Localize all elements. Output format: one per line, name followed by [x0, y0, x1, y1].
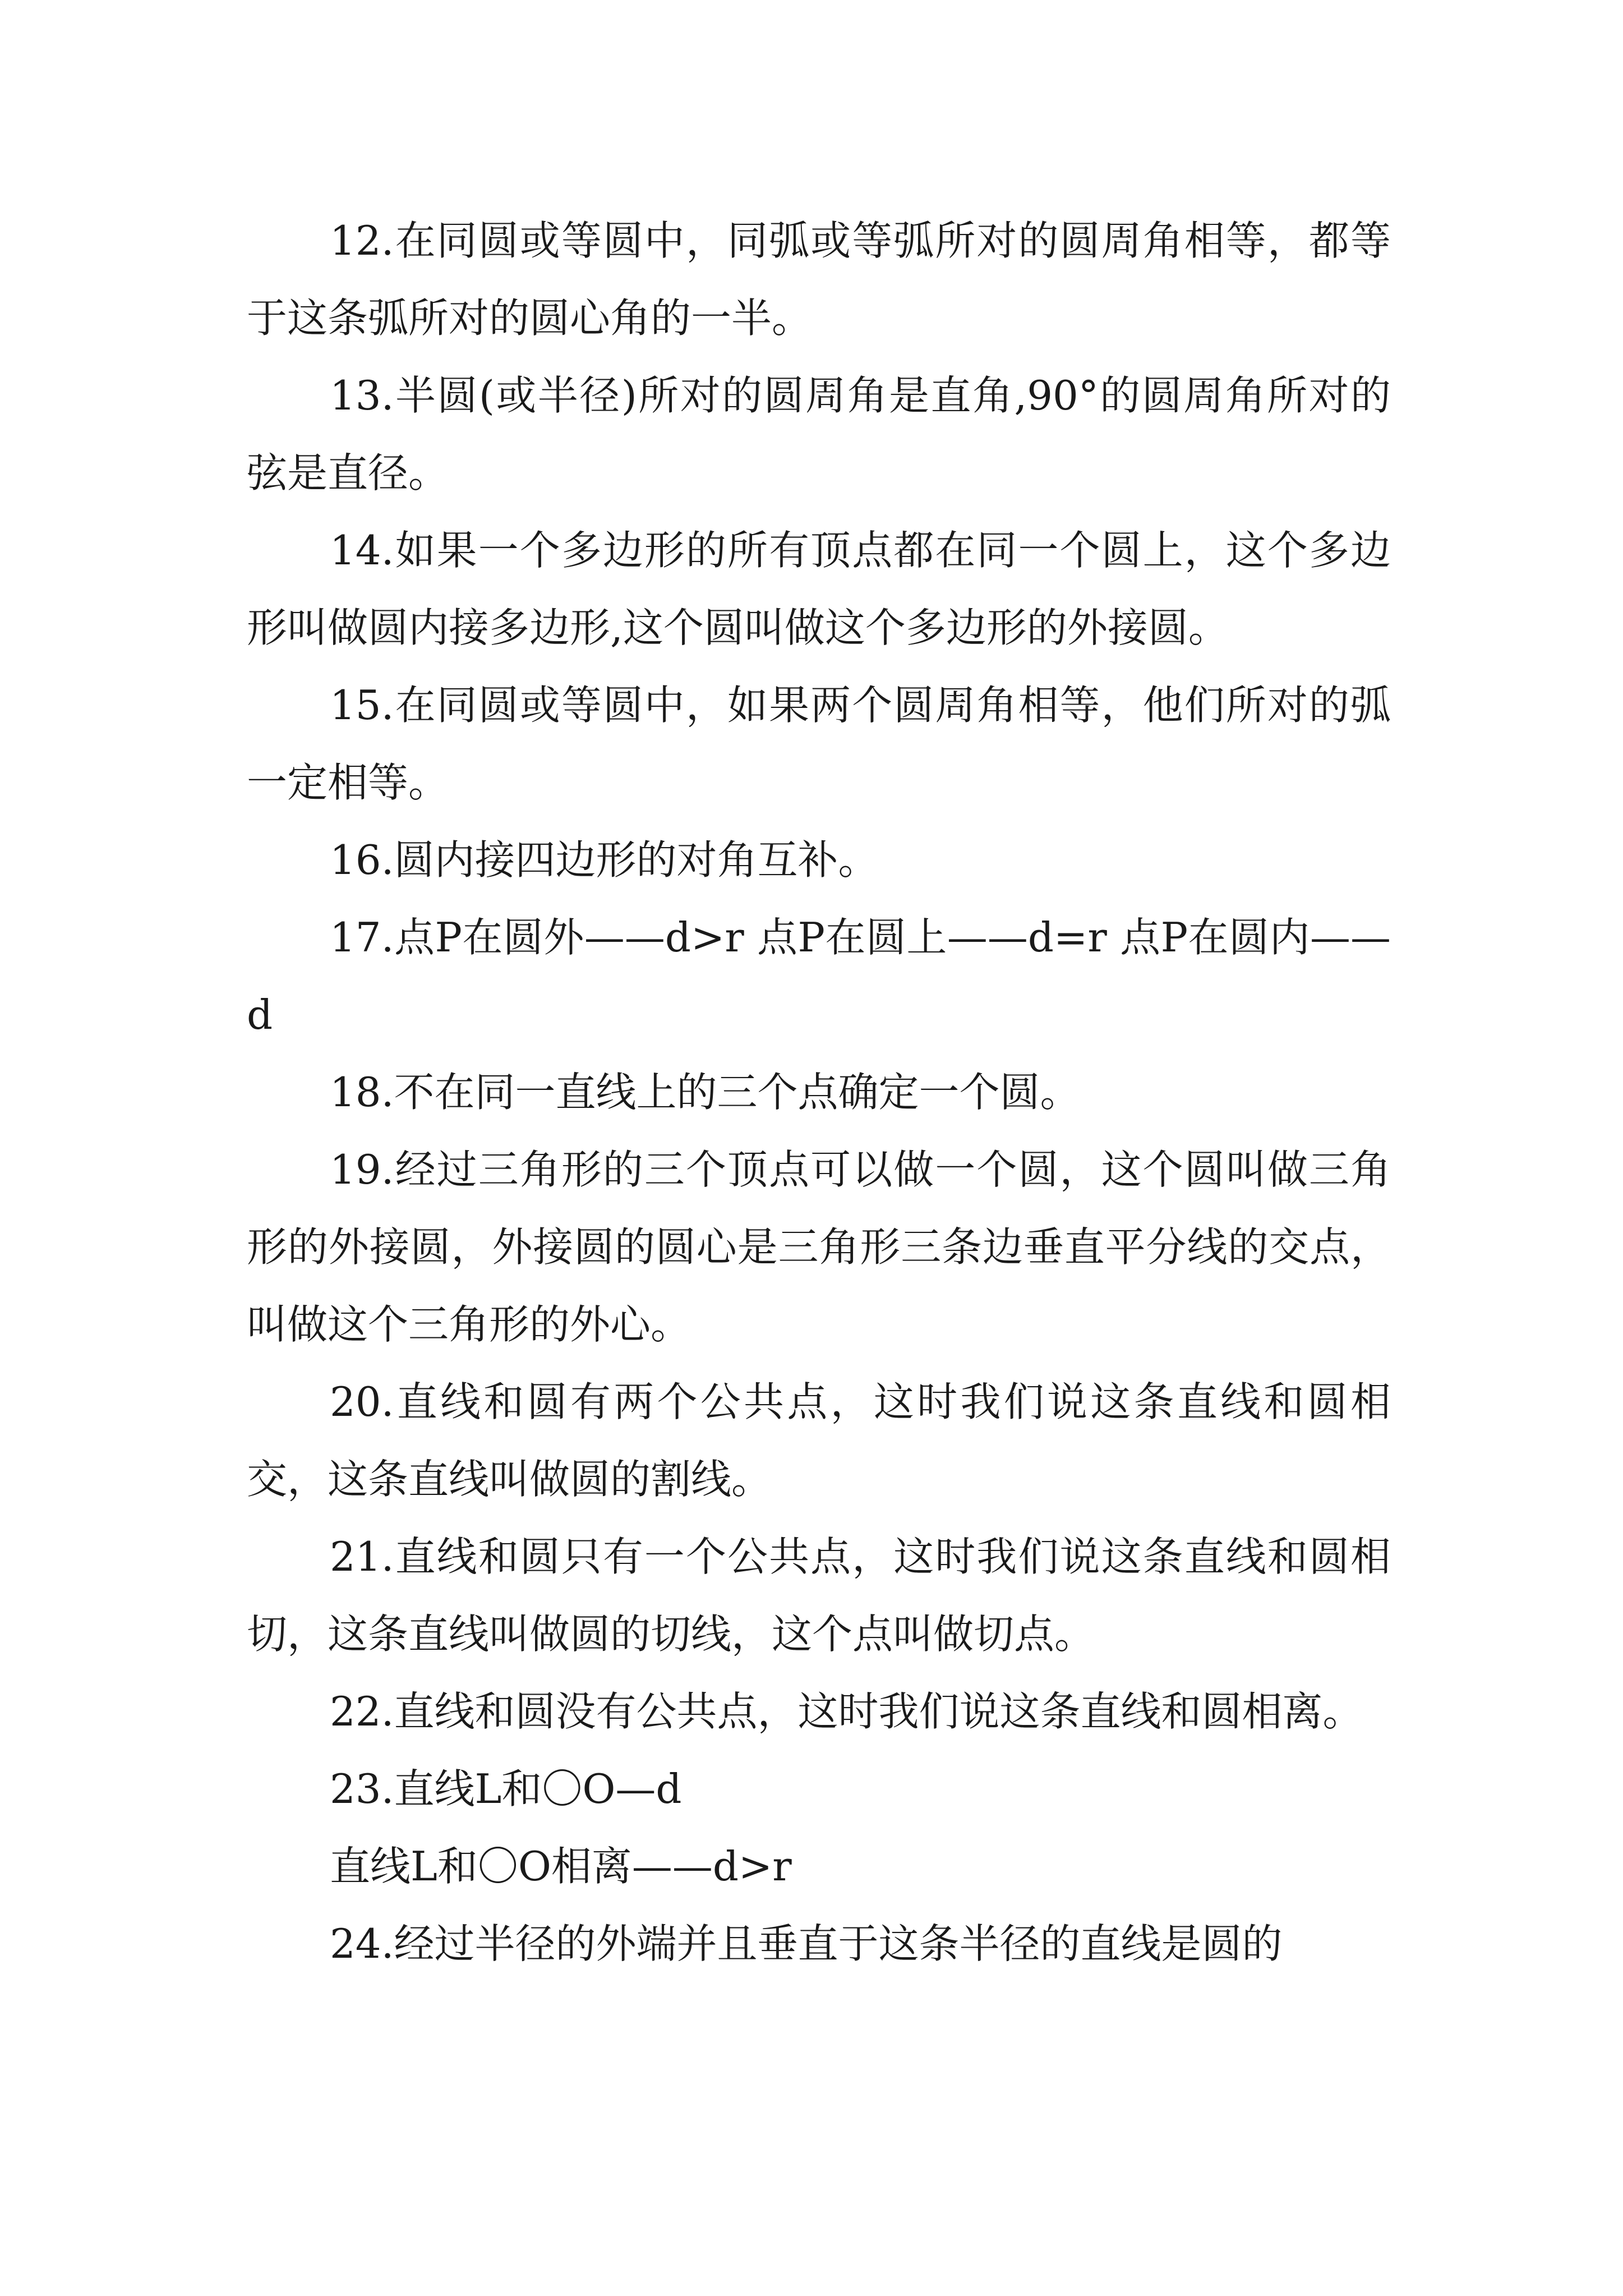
paragraph-19: 19.经过三角形的三个顶点可以做一个圆，这个圆叫做三角形的外接圆，外接圆的圆心是三角形三条边垂直平分线的交点，叫做这个三角形的外心。 — [247, 1146, 1391, 1348]
paragraph-17: 17.点P在圆外——d>r 点P在圆上——d=r 点P在圆内——d — [247, 914, 1391, 1038]
paragraph-21: 21.直线和圆只有一个公共点，这时我们说这条直线和圆相切，这条直线叫做圆的切线，这个点叫做切点。 — [247, 1533, 1391, 1658]
paragraph-24: 24.经过半径的外端并且垂直于这条半径的直线是圆的 — [330, 1920, 1283, 1967]
paragraph-16: 16.圆内接四边形的对角互补。 — [330, 836, 879, 884]
paragraph-13: 13.半圆(或半径)所对的圆周角是直角,90°的圆周角所对的弦是直径。 — [247, 372, 1391, 496]
paragraph-12: 12.在同圆或等圆中，同弧或等弧所对的圆周角相等，都等于这条弧所对的圆心角的一半。 — [247, 217, 1391, 342]
document-body — [247, 202, 1391, 1982]
paragraph-23-continued: 直线L和〇O相离——d>r — [330, 1843, 792, 1890]
paragraph-14: 14.如果一个多边形的所有顶点都在同一个圆上，这个多边形叫做圆内接多边形,这个圆叫做这个多边形的外接圆。 — [247, 527, 1391, 651]
paragraph-23: 23.直线L和〇O—d — [330, 1765, 682, 1812]
paragraph-18: 18.不在同一直线上的三个点确定一个圆。 — [330, 1069, 1081, 1116]
paragraph-20: 20.直线和圆有两个公共点，这时我们说这条直线和圆相交，这条直线叫做圆的割线。 — [247, 1378, 1391, 1503]
paragraph-15: 15.在同圆或等圆中，如果两个圆周角相等，他们所对的弧一定相等。 — [247, 682, 1391, 806]
paragraph-22: 22.直线和圆没有公共点，这时我们说这条直线和圆相离。 — [330, 1688, 1363, 1735]
